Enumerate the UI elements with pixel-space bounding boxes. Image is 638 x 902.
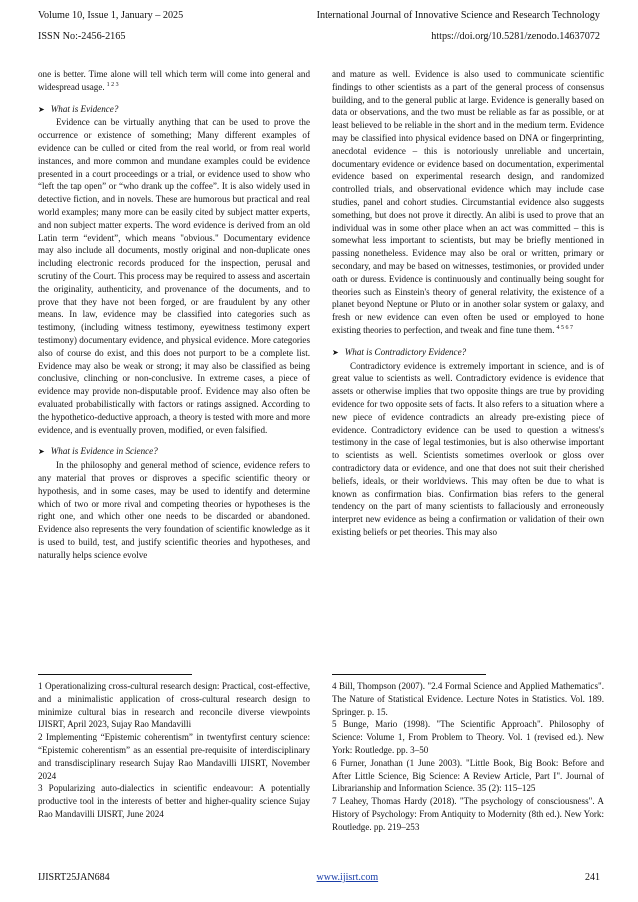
footnote: 2 Implementing “Epistemic coherentism” in twentyfirst century science: “Epistemic coherentism” as an essential pre-requisite of interdisciplinary and transdisciplinary research Sujay Rao Mandavilli IJISRT, November 2024 bbox=[38, 732, 310, 781]
paragraph-evidence-continued: and mature as well. Evidence is also used to communicate scientific findings to other scientists as a part of the general process of consensus building, and to the general public at large. Evidence is generally based on data or observations, and the two must be reliable as far as possible, or at least believed to be reliable in the short and in the medium term. Evidence may be classified into physical evidence based on DNA or fingerprinting, anecdotal evidence – this is notoriously unreliable and uncertain, documentary evidence or evidence based on documentation, experimental evidence based on experimental research design, and randomized controlled trials, and observational evidence which may include case studies, panel and cohort studies. Circumstantial evidence also suggests something, but does not prove it directly. An alibi is used to prove that an individual was in some other place when an act was committed – this is somewhat less important to scientists, but may be briefly mentioned in passing nonetheless. Evidence may also be oral or written, primary or secondary, and may be based on witnesses, testimonies, or provided under oath or duress. Evidence is continuously and continually being sought for theories such as Einstein's theory of general relativity, the existence of a planet beyond Neptune or Pluto or in another solar system or galaxy, and fresh or new evidence can even often be used or employed to hone existing theories to perfection, and tweak and fine tune them. $^{4 5 6 7}$ bbox=[332, 69, 604, 335]
paragraph-evidence: Evidence can be virtually anything that can be used to prove the occurrence or existence of something; Many different examples of evidence can be culled or cited from the real world, or from real world instances, and more common and mundane examples could be evidence presented in a court proceedings or a trial, or evidence used to show who “left the tap open” or “who drank up the coffee”. It is also widely used in detective fiction, and in novels. These are humorous but practical and real world examples; many more can be easily cited by subject matter experts, and non subject matter experts. The word evidence is derived from an old Latin term “evident”, which means "obvious." Documentary evidence may also include all documents, mostly original and non-duplicate ones including electronic records produced for the inspection, perusal and scrutiny of the Court. This process may be required to assess and ascertain the originality, authenticity, and provenance of the documents, and to prove that they have not been forged, or are fraudulent by any other means. In law, evidence may be classified into categories such as testimony, (including witness testimony, eyewitness testimony expert testimony) documentary evidence, and physical evidence. More categories also of course do exist, and this does not purport to be a complete list. Evidence may also be weak or strong; it may also be classified as being conclusive, clinching or non-conclusive. In extreme cases, a piece of evidence may provide non-disputable proof. Evidence may also often be evaluated probabilistically with factors or ratings assigned. According to the hypothetico-deductive approach, a theory is tested with more and more evidence, and is eventually proven, modified, or even falsified. bbox=[38, 117, 310, 435]
running-header bbox=[38, 10, 600, 21]
section-heading-evidence: ➤ What is Evidence? bbox=[38, 103, 310, 117]
journal-title: International Journal of Innovative Science and Research Technology bbox=[316, 10, 600, 21]
footnotes-left bbox=[38, 680, 310, 821]
footnote: 5 Bunge, Mario (1998). "The Scientific Approach". Philosophy of Science: Volume 1, From Problem to Theory. Vol. 1 (revised ed.). New York: Routledge. pp. 3–50 bbox=[332, 719, 604, 755]
footnote-rule bbox=[332, 674, 486, 675]
arrow-bullet-icon: ➤ bbox=[38, 447, 45, 457]
paragraph-contradictory: Contradictory evidence is extremely important in science, and is of great value to scientists as well. Contradictory evidence is evidence that assets or otherwise implies that two opposite things are true by providing evidence for two opposite sets of facts. It also refers to a situation where a new piece of evidence contradicts an already pre-existing piece of evidence. Contradictory evidence can be used to question a witness's testimony in the case of legal testimonies, but is also otherwise important to scientists as well. Scientists sometimes overlook or gloss over contradictory data or evidence, and one that does not suit their cherished beliefs, ideals, or their worldviews. This may often be due to what is known as confirmation bias. Confirmation bias refers to the general tendency on the part of many scientists to fallaciously and erroneously interpret new evidence as being a confirmation or validation of their own existing beliefs or pet theories. This may also bbox=[332, 360, 604, 537]
section-heading-contradictory: ➤ What is Contradictory Evidence? bbox=[332, 346, 604, 360]
paragraph-evidence-in-science: In the philosophy and general method of science, evidence refers to any material that proves or disproves a specific scientific theory or hypothesis, and in some cases, may be used to identify and determine which of two or more rival and competing theories or hypotheses is the right one, and which other one needs to be discarded or abandoned. Evidence also represents the very foundation of scientific knowledge as it is used to build, test, and justify scientific theories and hypotheses, and naturally helps science evolve bbox=[38, 460, 310, 560]
arrow-bullet-icon: ➤ bbox=[332, 347, 339, 357]
issn: ISSN No:-2456-2165 bbox=[38, 31, 126, 42]
page-number: 241 bbox=[585, 872, 600, 883]
journal-website-link[interactable]: www.ijisrt.com bbox=[316, 872, 379, 883]
left-column bbox=[38, 68, 310, 561]
footnotes-right bbox=[332, 680, 604, 834]
page-footer bbox=[38, 872, 600, 883]
doi-link[interactable]: https://doi.org/10.5281/zenodo.14637072 bbox=[431, 31, 600, 42]
citation-refs[interactable]: 1 2 3 bbox=[106, 81, 119, 88]
section-heading-evidence-in-science: ➤ What is Evidence in Science? bbox=[38, 445, 310, 459]
intro-paragraph: one is better. Time alone will tell which term will come into general and widespread usage. $^{1 2 3}$ bbox=[38, 69, 310, 92]
footnote: 3 Popularizing auto-dialectics in scientific endeavour: A potentially productive tool in the interests of better and higher-quality science Sujay Rao Mandavilli IJISRT, June 2024 bbox=[38, 783, 310, 819]
citation-refs[interactable]: 4 5 6 7 bbox=[556, 324, 573, 331]
paper-id: IJISRT25JAN684 bbox=[38, 872, 110, 883]
right-column bbox=[332, 68, 604, 539]
running-header-2 bbox=[38, 31, 600, 42]
volume-info: Volume 10, Issue 1, January – 2025 bbox=[38, 10, 184, 21]
footnote: 4 Bill, Thompson (2007). "2.4 Formal Science and Applied Mathematics". The Nature of Statistical Evidence. Lecture Notes in Statistics. Vol. 189. Springer. p. 15. bbox=[332, 681, 604, 717]
footnote: 7 Leahey, Thomas Hardy (2018). "The psychology of consciousness". A History of Psychology: From Antiquity to Modernity (8th ed.). New York: Routledge. pp. 219–253 bbox=[332, 796, 604, 832]
footnote: 1 Operationalizing cross-cultural research design: Practical, cost-effective, and a minimalistic application of cross-cultural research design to minimize cultural bias in research and reconcile diverse viewpoints IJISRT, April 2023, Sujay Rao Mandavilli bbox=[38, 681, 310, 730]
arrow-bullet-icon: ➤ bbox=[38, 104, 45, 114]
footnote-rule bbox=[38, 674, 192, 675]
footnote: 6 Furner, Jonathan (1 June 2003). "Little Book, Big Book: Before and After Little Science, Big Science: A Review Article, Part I". Journal of Librarianship and Information Science. 35 (2): 115–125 bbox=[332, 757, 604, 794]
